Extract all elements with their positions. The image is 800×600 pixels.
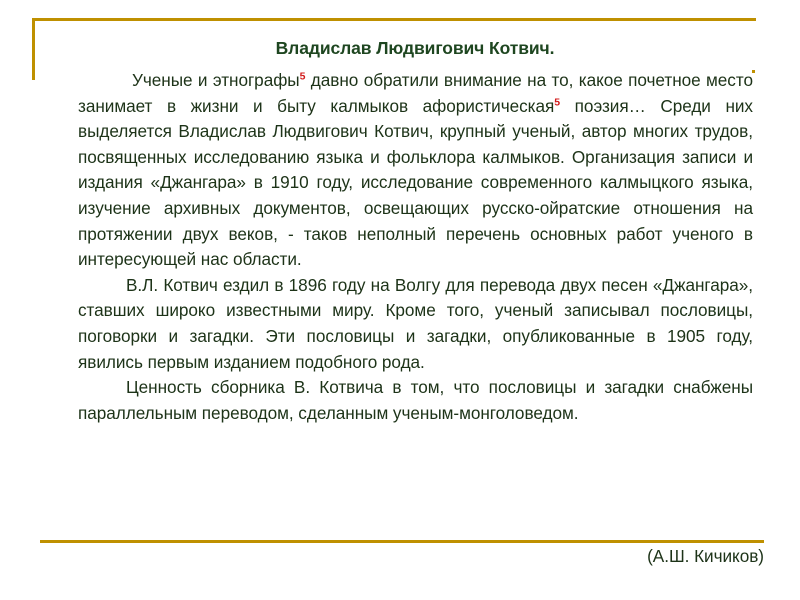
attribution-text: (А.Ш. Кичиков) [647, 546, 764, 566]
paragraph-3: Ценность сборника В. Котвича в том, что пословицы и загадки снабжены параллельным переводом, сделанным ученым-монголоведом. [78, 377, 753, 423]
slide-title: Владислав Людвигович Котвич. [275, 38, 555, 58]
footnote-marker-1: 5 [299, 70, 306, 83]
paragraph-1-segment-b: давно обратили внимание на то, какое почетное место занимает в жизни и быту калмыков афористическая [78, 70, 753, 116]
paragraph-1 [78, 68, 753, 273]
decorative-rule-left [32, 18, 35, 80]
decorative-rule-top [32, 18, 756, 21]
footnote-marker-2: 5 [554, 95, 561, 108]
paragraph-1-segment-c: поэзия… Среди них выделяется Владислав Людвигович Котвич, крупный ученый, автор многих трудов, посвященных исследованию языка и фольклора калмыков. Организация записи и издания «Джангара» в 1910 году, исследование современного калмыцкого языка, изучение архивных документов, освещающих русско-ойратские отношения на протяжении двух веков, - таков неполный перечень основных работ ученого в интересующей нас области. [78, 95, 753, 270]
paragraph-2: В.Л. Котвич ездил в 1896 году на Волгу для перевода двух песен «Джангара», ставших широко известными миру. Кроме того, ученый записывал пословицы, поговорки и загадки. Эти пословицы и загадки, опубликованные в 1905 году, явились первым изданием подобного рода. [78, 274, 753, 372]
decorative-rule-bottom [40, 540, 764, 543]
slide-body [78, 68, 753, 426]
paragraph-1-segment-a: Ученые и этнографы [132, 70, 300, 90]
